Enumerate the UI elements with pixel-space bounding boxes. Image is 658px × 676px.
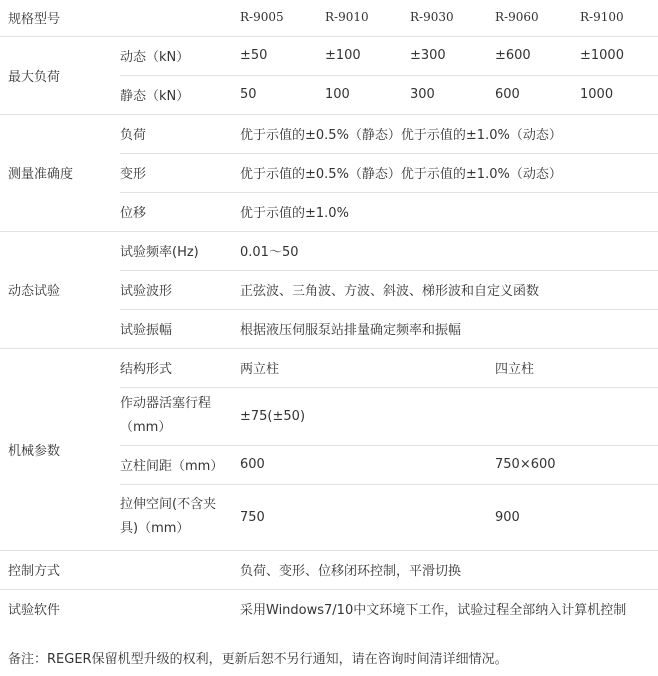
max-load-label: 最大负荷 — [8, 69, 61, 85]
stroke-value: ±75(±50) — [240, 408, 306, 424]
model-sublabel — [120, 0, 240, 36]
tensile-space-label — [120, 484, 240, 550]
tensile-space-value-a: 750 — [240, 509, 265, 525]
dynamic-test-label: 动态试验 — [8, 284, 61, 299]
row-test-frequency — [0, 231, 658, 270]
structure-value-b: 四立柱 — [495, 362, 535, 377]
accuracy-deformation-label: 变形 — [120, 167, 147, 182]
row-software — [0, 589, 658, 628]
dynamic-load-values — [240, 36, 658, 75]
footnote: 备注：REGER保留机型升级的权利，更新后恕不另行通知，请在咨询时间清详细情况。 — [8, 652, 508, 667]
tensile-space-label-text: 拉伸空间(不含夹具)（mm） — [120, 497, 217, 536]
model-value: R-9010 — [325, 10, 369, 25]
dynamic-load-value: ±600 — [495, 48, 531, 63]
model-value: R-9005 — [240, 10, 284, 25]
stroke-label-text: 作动器活塞行程（mm） — [120, 396, 212, 435]
software-label: 试验软件 — [8, 603, 61, 619]
control-value: 负荷、变形、位移闭环控制，平滑切换 — [240, 564, 462, 579]
column-spacing-label: 立柱间距（mm） — [120, 459, 224, 474]
dynamic-load-label: 动态（kN） — [120, 50, 190, 65]
structure-values — [240, 348, 658, 387]
stroke-label — [120, 387, 240, 445]
model-value: R-9060 — [495, 10, 539, 25]
column-spacing-value-a: 600 — [240, 457, 265, 472]
structure-value-a: 两立柱 — [240, 362, 280, 377]
test-amplitude-value: 根据液压伺服泵站排量确定频率和振幅 — [240, 323, 462, 338]
static-load-values — [240, 75, 658, 114]
test-waveform-value: 正弦波、三角波、方波、斜波、梯形波和自定义函数 — [240, 284, 540, 299]
software-value: 采用Windows7/10中文环境下工作，试验过程全部纳入计算机控制 — [240, 603, 627, 619]
tensile-space-value-b: 900 — [495, 509, 520, 525]
static-load-value: 50 — [240, 87, 257, 102]
static-load-label: 静态（kN） — [120, 89, 190, 104]
model-value: R-9100 — [580, 10, 624, 25]
software-sublabel — [120, 589, 240, 628]
accuracy-load-value: 优于示值的±0.5%（静态）优于示值的±1.0%（动态） — [240, 128, 562, 143]
dynamic-load-value: ±300 — [410, 48, 446, 63]
row-accuracy-load — [0, 114, 658, 153]
column-spacing-values — [240, 445, 658, 484]
control-label: 控制方式 — [8, 564, 61, 579]
static-load-value: 600 — [495, 87, 520, 102]
row-structure — [0, 348, 658, 387]
static-load-value: 300 — [410, 87, 435, 102]
control-sublabel — [120, 550, 240, 589]
column-spacing-value-b: 750×600 — [495, 457, 556, 472]
model-label: 规格型号 — [8, 12, 61, 28]
tensile-space-values — [240, 484, 658, 550]
mechanical-label: 机械参数 — [8, 443, 61, 459]
model-values — [240, 0, 658, 36]
test-amplitude-label: 试验振幅 — [120, 323, 173, 338]
static-load-value: 100 — [325, 87, 350, 102]
row-dynamic-load — [0, 36, 658, 75]
dynamic-load-value: ±100 — [325, 48, 361, 63]
model-value: R-9030 — [410, 10, 454, 25]
structure-label: 结构形式 — [120, 362, 173, 377]
accuracy-deformation-value: 优于示值的±0.5%（静态）优于示值的±1.0%（动态） — [240, 167, 562, 182]
test-frequency-label: 试验频率(Hz) — [120, 245, 199, 260]
row-model — [0, 0, 658, 36]
test-waveform-label: 试验波形 — [120, 284, 173, 299]
dynamic-load-value: ±1000 — [580, 48, 624, 63]
row-control — [0, 550, 658, 589]
accuracy-displacement-value: 优于示值的±1.0% — [240, 206, 349, 221]
accuracy-load-label: 负荷 — [120, 128, 147, 143]
accuracy-label: 测量准确度 — [8, 167, 74, 182]
dynamic-load-value: ±50 — [240, 48, 268, 63]
accuracy-displacement-label: 位移 — [120, 206, 147, 221]
test-frequency-value: 0.01～50 — [240, 245, 299, 260]
static-load-value: 1000 — [580, 87, 614, 102]
